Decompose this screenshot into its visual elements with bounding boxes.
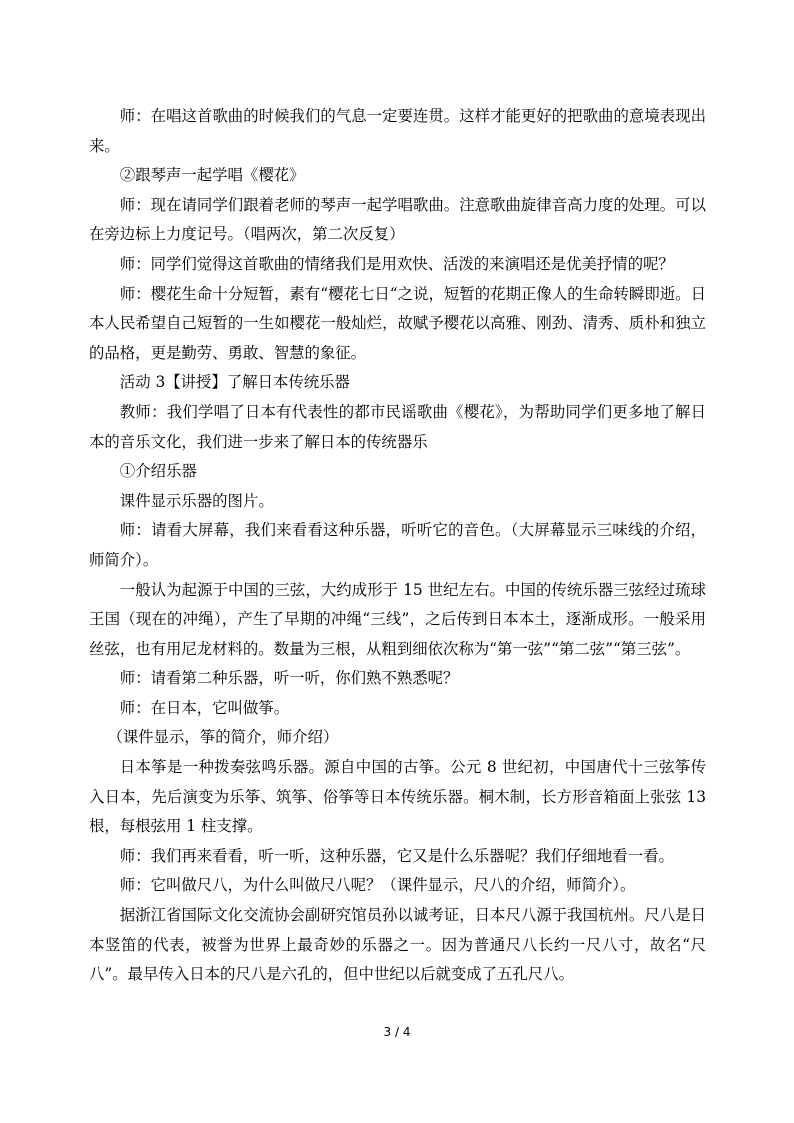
paragraph: 师：它叫做尺八，为什么叫做尺八呢？（课件显示，尺八的介绍，师简介）。 [119,876,636,895]
paragraph: 教师：我们学唱了日本有代表性的都市民谣歌曲《樱花》，为帮助同学们更多地了解日本的音乐文化，我们进一步来了解日本的传统器乐 [89,402,706,451]
document-body [89,102,706,990]
section-heading: 活动 3【讲授】了解日本传统乐器 [119,373,350,392]
paragraph: 课件显示乐器的图片。 [119,491,274,510]
paragraph: 师：我们再来看看，听一听，这种乐器，它又是什么乐器呢？我们仔细地看一看。 [119,846,674,865]
paragraph: 师：樱花生命十分短暂，素有“樱花七日“之说，短暂的花期正像人的生命转瞬即逝。日本人民希望自己短暂的一生如樱花一般灿烂，故赋予樱花以高雅、刚劲、清秀、质朴和独立的品格，更是勤劳、勇敢、智慧的象征。 [89,284,706,362]
paragraph: 一般认为起源于中国的三弦，大约成形于 15 世纪左右。中国的传统乐器三弦经过琉球王国（现在的冲绳），产生了早期的冲绳“三线”，之后传到日本本土，逐渐成形。一般采用丝弦，也有用尼龙材料的。数量为三根，从粗到细依次称为“第一弦”“第二弦”“第三弦”。 [89,580,706,658]
paragraph: ①介绍乐器 [119,462,197,481]
paragraph: 师：同学们觉得这首歌曲的情绪我们是用欢快、活泼的来演唱还是优美抒情的呢？ [119,254,674,273]
paragraph: （课件显示，筝的简介，师介绍） [107,728,339,747]
paragraph: 师：请看大屏幕，我们来看看这种乐器，听听它的音色。（大屏幕显示三味线的介绍，师简介）。 [89,521,706,569]
paragraph: 师：请看第二种乐器，听一听，你们熟不熟悉呢？ [119,669,459,688]
paragraph: ②跟琴声一起学唱《樱花》 [119,166,305,185]
paragraph: 师：在日本，它叫做筝。 [119,698,290,717]
paragraph: 师：在唱这首歌曲的时候我们的气息一定要连贯。这样才能更好的把歌曲的意境表现出来。 [89,107,706,155]
paragraph: 师：现在请同学们跟着老师的琴声一起学唱歌曲。注意歌曲旋律音高力度的处理。可以在旁边标上力度记号。（唱两次，第二次反复） [89,195,706,244]
paragraph: 据浙江省国际文化交流协会副研究馆员孙以诚考证，日本尺八源于我国杭州。尺八是日本竖笛的代表，被誉为世界上最奇妙的乐器之一。因为普通尺八长约一尺八寸，故名“尺八”。最早传入日本的尺八是六孔的，但中世纪以后就变成了五孔尺八。 [89,906,706,984]
page-number: 3 / 4 [383,1025,411,1039]
paragraph: 日本筝是一种拨奏弦鸣乐器。源自中国的古筝。公元 8 世纪初，中国唐代十三弦筝传入日本，先后演变为乐筝、筑筝、俗筝等日本传统乐器。桐木制，长方形音箱面上张弦 13 根，每根弦用 1 柱支撑。 [89,758,706,836]
